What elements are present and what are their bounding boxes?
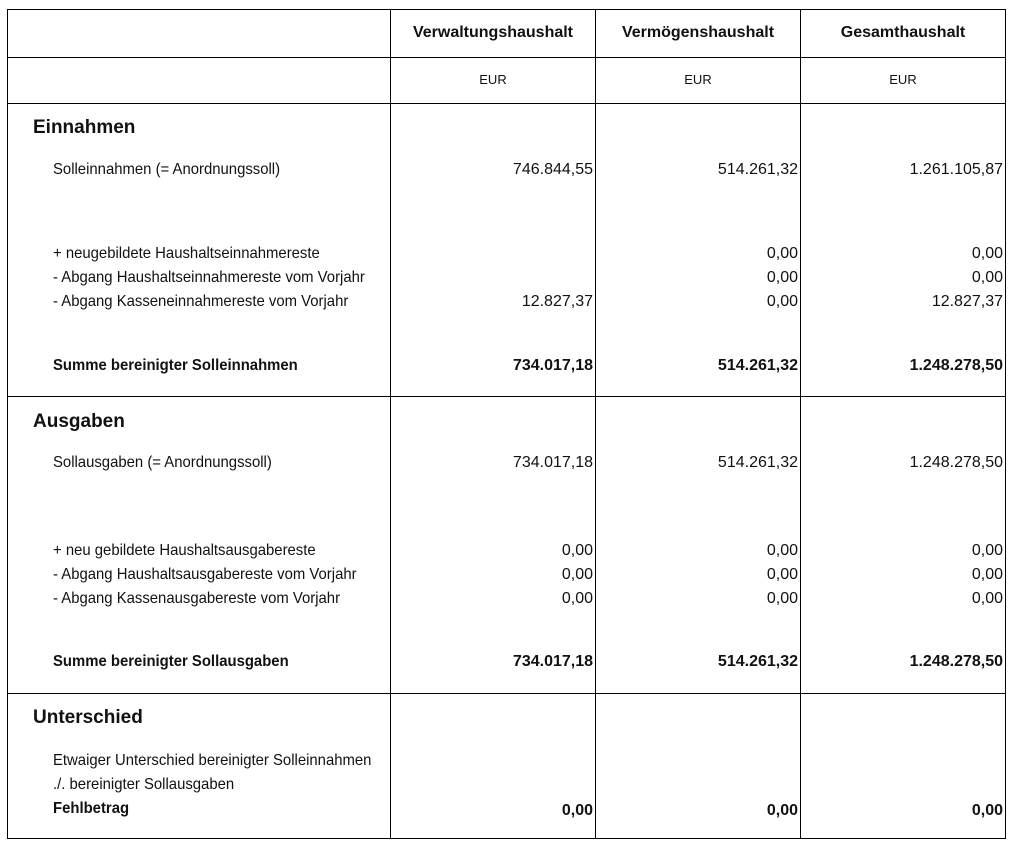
row-label-summe-sollausgaben: Summe bereinigter Sollausgaben (53, 653, 289, 670)
value-fehlbetrag-vwh: 0,00 (561, 802, 593, 819)
ausgaben-divider (7, 693, 1006, 694)
value-summe-sollausgaben-vwh: 734.017,18 (512, 653, 593, 670)
unit-label-col2: EUR (684, 72, 712, 87)
col-divider-3 (800, 9, 801, 839)
row-label-fehlbetrag: Fehlbetrag (53, 800, 130, 817)
value-fehlbetrag-ges: 0,00 (971, 802, 1003, 819)
value-solleinnahmen-ges: 1.261.105,87 (909, 161, 1003, 178)
column-header-gesamthaushalt: Gesamthaushalt (840, 24, 966, 41)
row-label-sollausgaben: Sollausgaben (= Anordnungssoll) (53, 454, 272, 471)
value-neu-gebildete-ausgabereste-vmh: 0,00 (766, 542, 798, 559)
header-divider (7, 57, 1006, 58)
row-label-unterschied-line1: Etwaiger Unterschied bereinigter Solleinnahmen (53, 752, 372, 769)
value-abgang-kassenausgabereste-vmh: 0,00 (766, 590, 798, 607)
table-border-bottom (7, 838, 1006, 839)
row-label-abgang-kasseneinnahmereste: - Abgang Kasseneinnahmereste vom Vorjahr (53, 293, 349, 310)
value-abgang-haushaltsausgabereste-vmh: 0,00 (766, 566, 798, 583)
value-abgang-kassenausgabereste-vwh: 0,00 (561, 590, 593, 607)
unit-label-col1: EUR (479, 72, 507, 87)
column-header-verwaltungshaushalt: Verwaltungshaushalt (412, 24, 574, 41)
section-title-ausgaben: Ausgaben (33, 411, 125, 432)
value-abgang-haushaltseinnahmereste-vmh: 0,00 (766, 269, 798, 286)
value-neu-gebildete-ausgabereste-ges: 0,00 (971, 542, 1003, 559)
value-summe-solleinnahmen-ges: 1.248.278,50 (909, 357, 1003, 374)
value-summe-sollausgaben-vmh: 514.261,32 (717, 653, 798, 670)
value-solleinnahmen-vmh: 514.261,32 (717, 161, 798, 178)
col-divider-1 (390, 9, 391, 839)
value-sollausgaben-ges: 1.248.278,50 (909, 454, 1003, 471)
value-abgang-haushaltsausgabereste-ges: 0,00 (971, 566, 1003, 583)
row-label-neugebildete-einnahmereste: + neugebildete Haushaltseinnahmereste (53, 245, 320, 262)
value-sollausgaben-vwh: 734.017,18 (512, 454, 593, 471)
table-border-right (1005, 9, 1006, 839)
value-summe-sollausgaben-ges: 1.248.278,50 (909, 653, 1003, 670)
unit-label-col3: EUR (889, 72, 917, 87)
value-abgang-haushaltseinnahmereste-ges: 0,00 (971, 269, 1003, 286)
value-neu-gebildete-ausgabereste-vwh: 0,00 (561, 542, 593, 559)
value-abgang-kasseneinnahmereste-vmh: 0,00 (766, 293, 798, 310)
section-title-einnahmen: Einnahmen (33, 117, 136, 138)
einnahmen-divider (7, 396, 1006, 397)
row-label-summe-solleinnahmen: Summe bereinigter Solleinnahmen (53, 357, 298, 374)
row-label-abgang-haushaltsausgabereste: - Abgang Haushaltsausgabereste vom Vorjahr (53, 566, 357, 583)
value-abgang-haushaltsausgabereste-vwh: 0,00 (561, 566, 593, 583)
value-neugebildete-einnahmereste-ges: 0,00 (971, 245, 1003, 262)
section-title-unterschied: Unterschied (33, 707, 143, 728)
value-summe-solleinnahmen-vwh: 734.017,18 (512, 357, 593, 374)
value-summe-solleinnahmen-vmh: 514.261,32 (717, 357, 798, 374)
value-neugebildete-einnahmereste-vmh: 0,00 (766, 245, 798, 262)
column-header-vermoegenshaushalt: Vermögenshaushalt (621, 24, 775, 41)
value-sollausgaben-vmh: 514.261,32 (717, 454, 798, 471)
value-abgang-kasseneinnahmereste-ges: 12.827,37 (931, 293, 1003, 310)
value-solleinnahmen-vwh: 746.844,55 (512, 161, 593, 178)
row-label-abgang-kassenausgabereste: - Abgang Kassenausgabereste vom Vorjahr (53, 590, 341, 607)
value-fehlbetrag-vmh: 0,00 (766, 802, 798, 819)
value-abgang-kassenausgabereste-ges: 0,00 (971, 590, 1003, 607)
col-divider-2 (595, 9, 596, 839)
table-border-top (7, 9, 1006, 10)
row-label-unterschied-line2: ./. bereinigter Sollausgaben (53, 776, 235, 793)
unit-divider (7, 103, 1006, 104)
row-label-neu-gebildete-ausgabereste: + neu gebildete Haushaltsausgabereste (53, 542, 316, 559)
value-abgang-kasseneinnahmereste-vwh: 12.827,37 (521, 293, 593, 310)
row-label-solleinnahmen: Solleinnahmen (= Anordnungssoll) (53, 161, 281, 178)
row-label-abgang-haushaltseinnahmereste: - Abgang Haushaltseinnahmereste vom Vorjahr (53, 269, 365, 286)
table-border-left (7, 9, 8, 839)
